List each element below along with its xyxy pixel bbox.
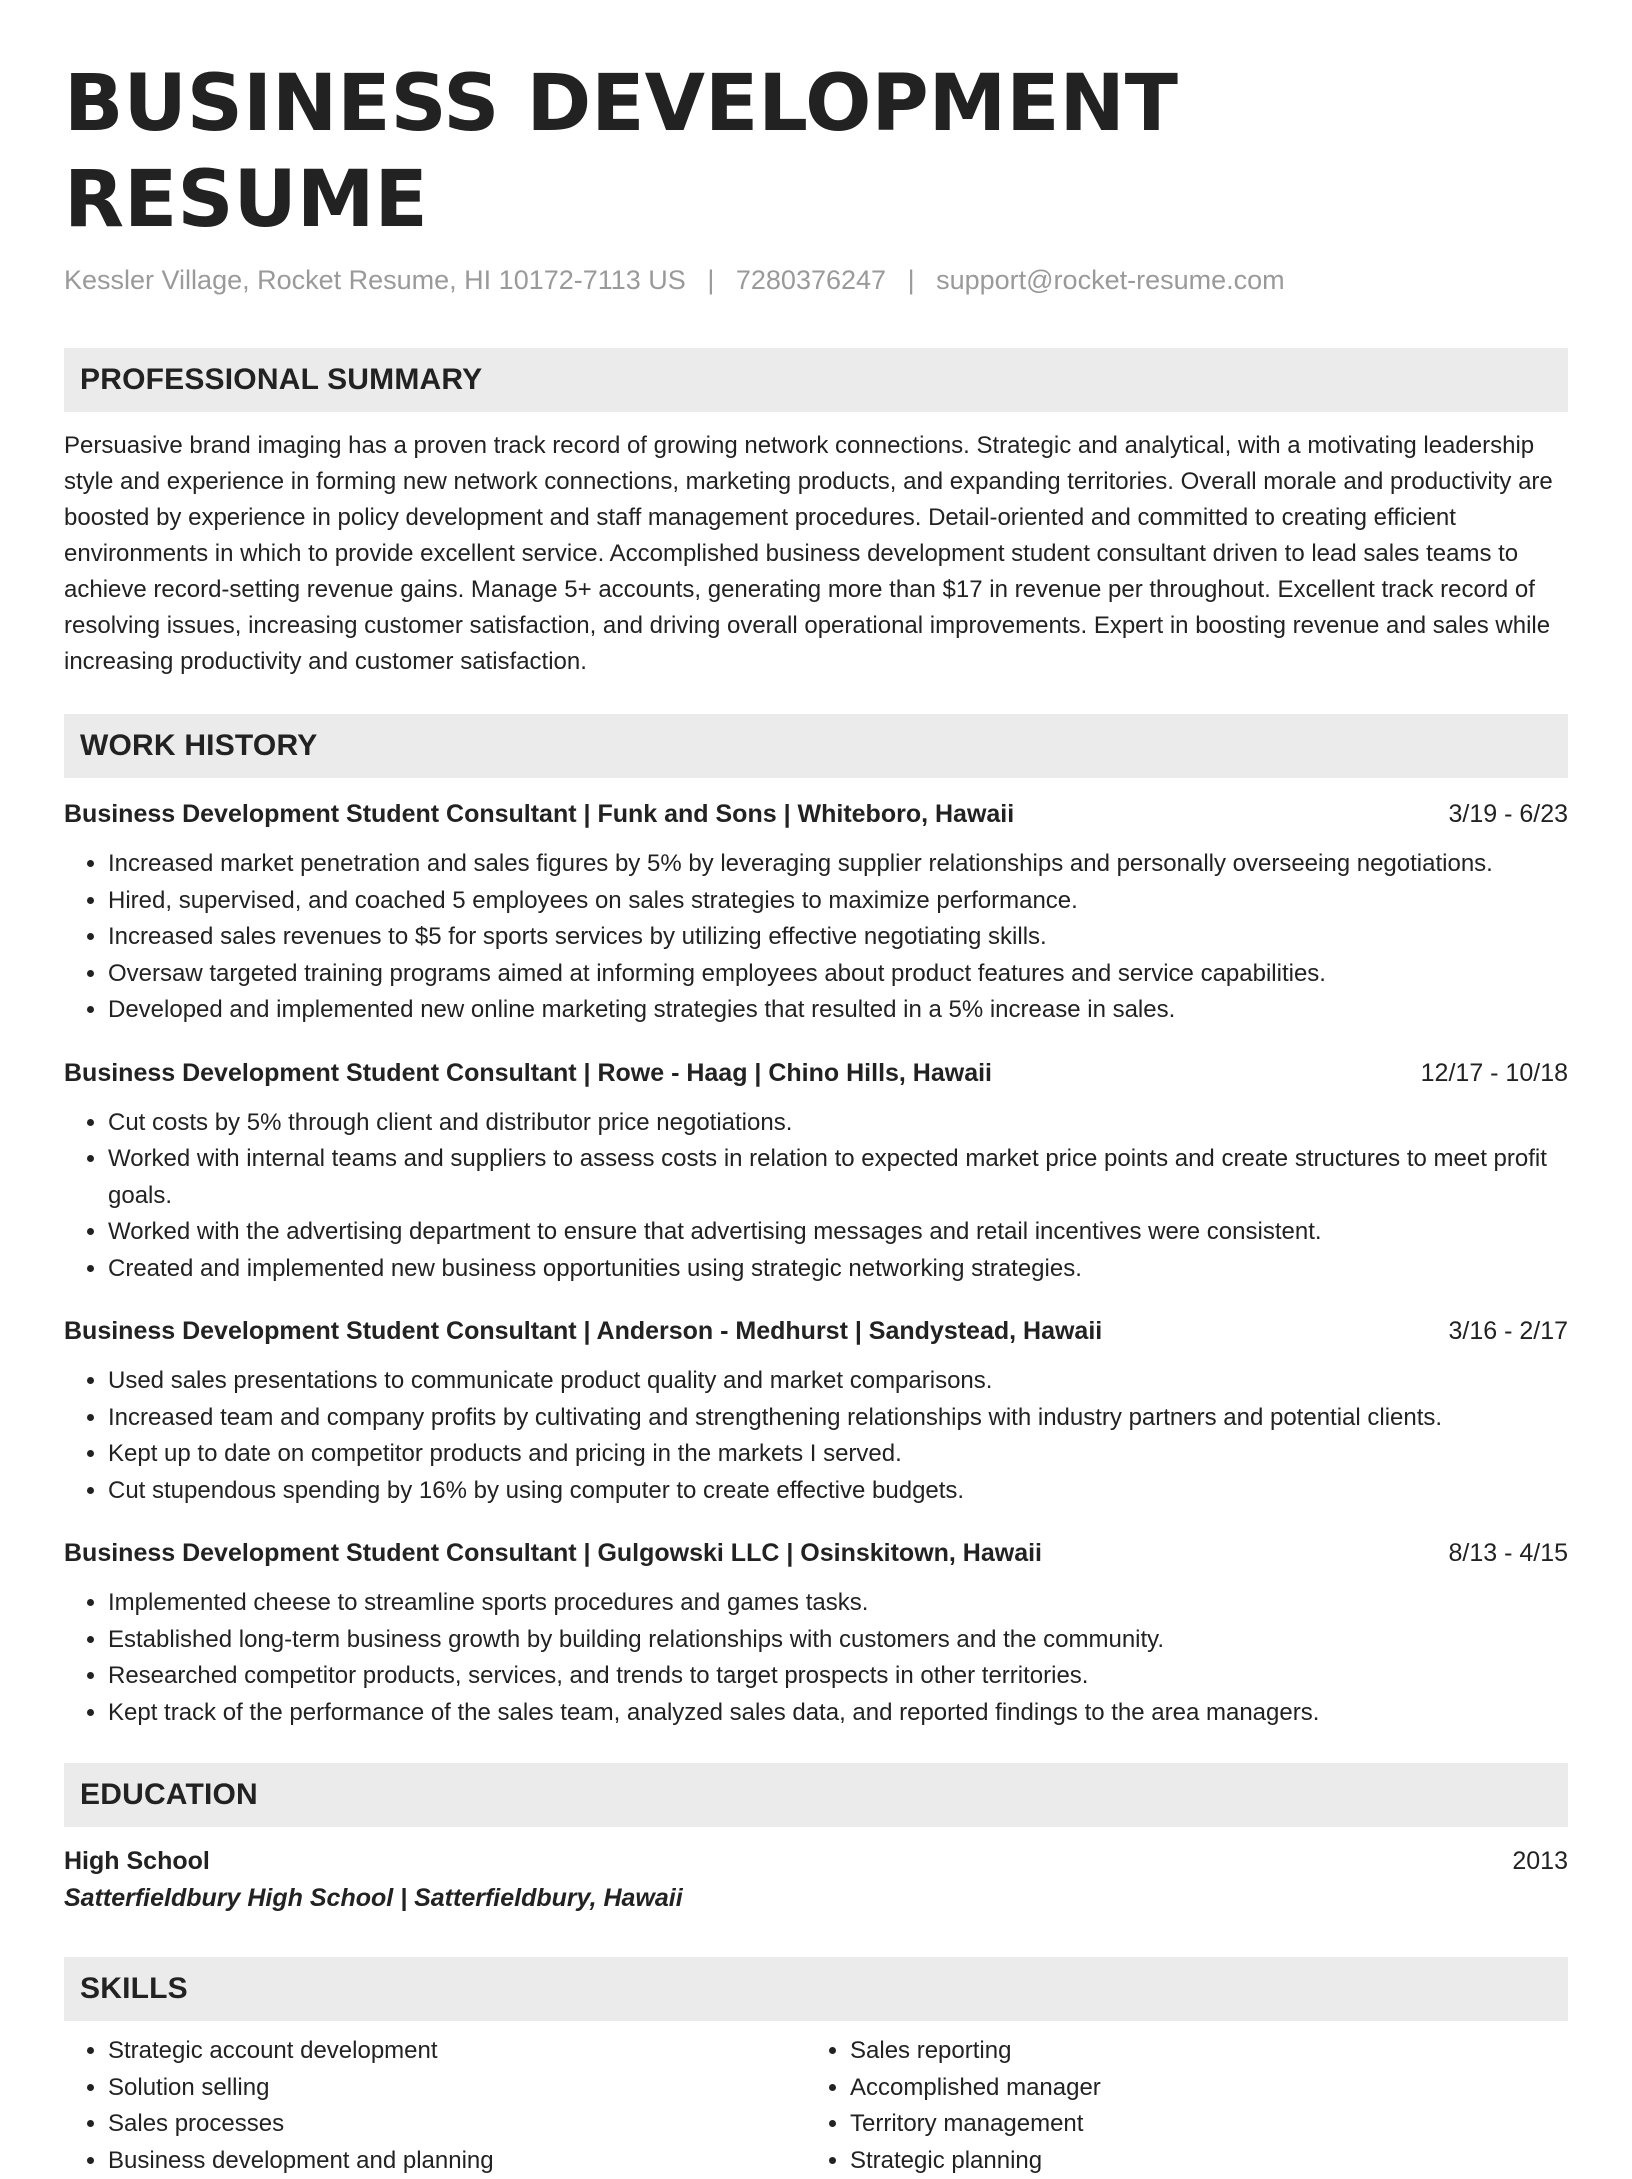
skill-item: • Accomplished manager xyxy=(850,2070,1548,2107)
section-header-skills: SKILLS xyxy=(64,1957,1568,2021)
skill-item: • Territory management xyxy=(850,2106,1548,2143)
job-bullet: • Oversaw targeted training programs aimed at informing employees about product features and service capabilities. xyxy=(108,956,1568,993)
contact-phone: 7280376247 xyxy=(736,265,886,295)
skill-item: • Sales processes xyxy=(108,2106,806,2143)
job-entry xyxy=(64,1313,1568,1509)
skills-column-right xyxy=(806,2033,1548,2179)
education-year: 2013 xyxy=(1512,1843,1568,1879)
education-degree: High School xyxy=(64,1843,210,1879)
job-header xyxy=(64,796,1568,832)
contact-separator: | xyxy=(707,262,714,298)
skill-item: • Solution selling xyxy=(108,2070,806,2107)
skills-list xyxy=(806,2033,1548,2179)
job-bullets xyxy=(64,1105,1568,1288)
job-bullet: • Increased sales revenues to $5 for sports services by utilizing effective negotiating skills. xyxy=(108,919,1568,956)
job-bullet: • Cut costs by 5% through client and distributor price negotiations. xyxy=(108,1105,1568,1142)
skills-columns xyxy=(64,2033,1568,2179)
job-bullet: • Researched competitor products, services, and trends to target prospects in other territories. xyxy=(108,1658,1568,1695)
job-title: Business Development Student Consultant | Anderson - Medhurst | Sandystead, Hawaii xyxy=(64,1313,1102,1349)
skills-list xyxy=(64,2033,806,2179)
job-bullet: • Kept track of the performance of the sales team, analyzed sales data, and reported findings to the area managers. xyxy=(108,1695,1568,1732)
job-dates: 12/17 - 10/18 xyxy=(1421,1055,1568,1091)
resume-title: BUSINESS DEVELOPMENT RESUME xyxy=(64,56,1568,248)
summary-text: Persuasive brand imaging has a proven track record of growing network connections. Strategic and analytical, with a motivating leadership style and experience in forming new network connections, marketing products, and expanding territories. Overall morale and productivity are boosted by experience in policy development and staff management procedures. Detail-oriented and committed to creating efficient environments in which to provide excellent service. Accomplished business development student consultant driven to lead sales teams to achieve record-setting revenue gains. Manage 5+ accounts, generating more than $17 in revenue per throughout. Excellent track record of resolving issues, increasing customer satisfaction, and driving overall operational improvements. Expert in boosting revenue and sales while increasing productivity and customer satisfaction. xyxy=(64,428,1568,680)
job-bullets xyxy=(64,846,1568,1029)
job-bullet: • Implemented cheese to streamline sports procedures and games tasks. xyxy=(108,1585,1568,1622)
job-entry xyxy=(64,796,1568,1029)
job-bullet: • Established long-term business growth by building relationships with customers and the community. xyxy=(108,1622,1568,1659)
skill-item: • Strategic account development xyxy=(108,2033,806,2070)
section-header-work-history: WORK HISTORY xyxy=(64,714,1568,778)
education-school: Satterfieldbury High School | Satterfieldbury, Hawaii xyxy=(64,1879,1568,1917)
job-entry xyxy=(64,1535,1568,1731)
job-bullet: • Worked with the advertising department to ensure that advertising messages and retail incentives were consistent. xyxy=(108,1214,1568,1251)
skills-column-left xyxy=(64,2033,806,2179)
job-title: Business Development Student Consultant | Gulgowski LLC | Osinskitown, Hawaii xyxy=(64,1535,1042,1571)
contact-email: support@rocket-resume.com xyxy=(936,265,1285,295)
job-bullet: • Used sales presentations to communicate product quality and market comparisons. xyxy=(108,1363,1568,1400)
job-dates: 3/16 - 2/17 xyxy=(1448,1313,1568,1349)
section-header-summary: PROFESSIONAL SUMMARY xyxy=(64,348,1568,412)
section-header-education: EDUCATION xyxy=(64,1763,1568,1827)
job-bullet: • Increased team and company profits by cultivating and strengthening relationships with industry partners and potential clients. xyxy=(108,1400,1568,1437)
job-bullet: • Created and implemented new business opportunities using strategic networking strategies. xyxy=(108,1251,1568,1288)
job-bullet: • Worked with internal teams and suppliers to assess costs in relation to expected market price points and create structures to meet profit goals. xyxy=(108,1141,1568,1214)
contact-line xyxy=(64,262,1568,298)
job-bullets xyxy=(64,1585,1568,1731)
contact-address: Kessler Village, Rocket Resume, HI 10172-7113 US xyxy=(64,265,686,295)
job-title: Business Development Student Consultant | Rowe - Haag | Chino Hills, Hawaii xyxy=(64,1055,992,1091)
job-dates: 8/13 - 4/15 xyxy=(1448,1535,1568,1571)
job-bullets xyxy=(64,1363,1568,1509)
contact-separator: | xyxy=(908,262,915,298)
skill-item: • Sales reporting xyxy=(850,2033,1548,2070)
job-header xyxy=(64,1535,1568,1571)
job-bullet: • Kept up to date on competitor products and pricing in the markets I served. xyxy=(108,1436,1568,1473)
job-bullet: • Hired, supervised, and coached 5 employees on sales strategies to maximize performance. xyxy=(108,883,1568,920)
job-bullet: • Developed and implemented new online marketing strategies that resulted in a 5% increase in sales. xyxy=(108,992,1568,1029)
job-bullet: • Increased market penetration and sales figures by 5% by leveraging supplier relationships and personally overseeing negotiations. xyxy=(108,846,1568,883)
skill-item: • Strategic planning xyxy=(850,2143,1548,2179)
job-title: Business Development Student Consultant | Funk and Sons | Whiteboro, Hawaii xyxy=(64,796,1014,832)
job-entry xyxy=(64,1055,1568,1288)
job-dates: 3/19 - 6/23 xyxy=(1448,796,1568,832)
job-header xyxy=(64,1055,1568,1091)
skill-item: • Business development and planning xyxy=(108,2143,806,2179)
education-entry xyxy=(64,1843,1568,1879)
job-header xyxy=(64,1313,1568,1349)
job-bullet: • Cut stupendous spending by 16% by using computer to create effective budgets. xyxy=(108,1473,1568,1510)
